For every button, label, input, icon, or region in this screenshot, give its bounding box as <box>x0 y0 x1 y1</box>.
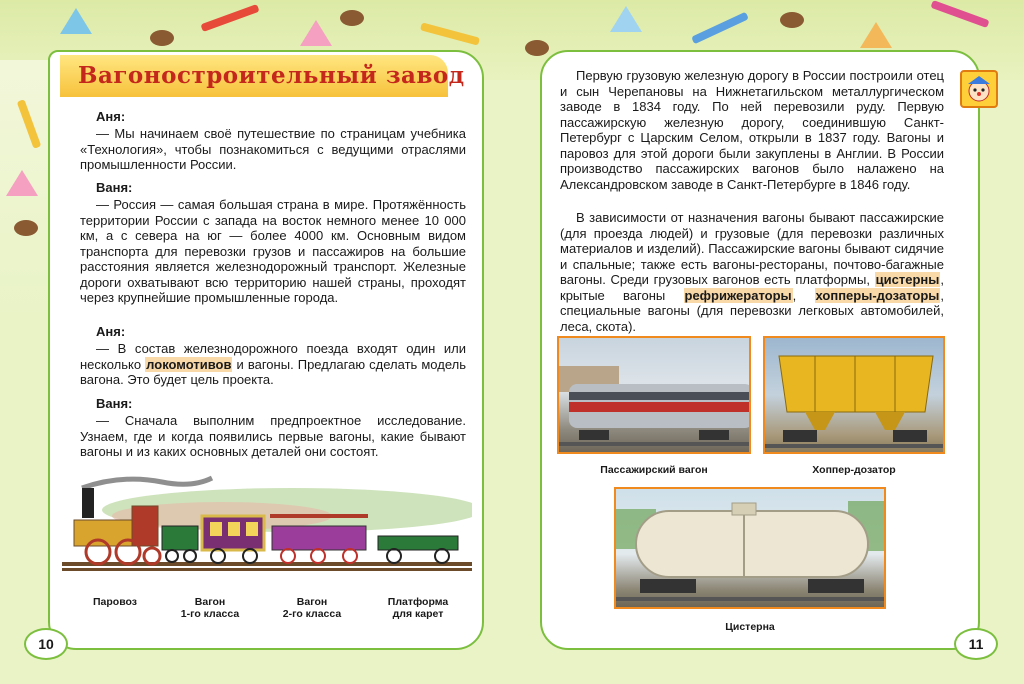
hopper-car-photo <box>763 336 945 454</box>
dialogue-text: — Сначала выполним предпроектное исследование. Узнаем, где и когда появились первые вагоны, какие бывают вагоны и из каких основных деталей они состоят. <box>80 413 466 459</box>
pencil-icon <box>691 12 749 45</box>
caption-second-class-car: Вагон 2-го класса <box>282 596 342 620</box>
wagon-types-paragraph: В зависимости от назначения вагоны бывают пассажирские (для проезда людей) и грузовые (для перевозки различных материалов и изделий). Пассажирские вагоны бывают сидячие и спальные; также есть вагоны-рестораны, почтово-багажные вагоны. Среди грузовых вагонов есть платформы, цистерны, крытые вагоны рефрижераторы, хопперы-дозаторы, специальные вагоны (для перевозки легковых автомобилей, леса, скота). <box>560 210 944 334</box>
pencil-icon <box>200 4 259 32</box>
term-highlight: рефрижераторы <box>684 287 792 303</box>
kite-icon <box>60 8 92 34</box>
caption-first-class-car: Вагон 1-го класса <box>180 596 240 620</box>
tank-car-photo <box>614 487 886 609</box>
kite-icon <box>610 6 642 32</box>
speaker-label: Ваня: <box>96 180 133 195</box>
caption-passenger-car: Пассажирский вагон <box>600 464 708 476</box>
pencil-icon <box>930 0 989 28</box>
coffee-bean-icon <box>14 220 38 236</box>
passenger-car-photo <box>557 336 751 454</box>
caption-steam-locomotive: Паровоз <box>92 596 138 608</box>
speaker-label: Ваня: <box>96 396 133 411</box>
vintage-train-illustration <box>62 470 472 582</box>
term-highlight: локомотивов <box>146 356 232 372</box>
coffee-bean-icon <box>150 30 174 46</box>
term-highlight: цистерны <box>875 272 940 287</box>
caption-tank-car: Цистерна <box>725 621 775 633</box>
kite-icon <box>300 20 332 46</box>
term-highlight: хопперы-дозаторы <box>815 287 940 303</box>
history-paragraph: Первую грузовую железную дорогу в России построили отец и сын Черепановы на Нижнетагильском металлургическом заводе в 1834 году. По ней перевозили руду. Первую пассажирскую железную дорогу, соединившую Санкт-Петербург с Царским Селом, открыли в 1837 году. Вагоны и паровоз для этой дороги были закуплены в Англии. В России производство пассажирских вагонов было налажено на Александровском заводе в Санкт-Петербурге в 1846 году. <box>560 68 944 192</box>
caption-hopper-car: Хоппер-дозатор <box>812 464 896 476</box>
dialogue-text: — Россия — самая большая страна в мире. Протяжённость территории России с запада на восток немного менее 10 000 км, а с севера на юг — более 4000 км. Основным видом транспорта для перевозки грузов и пассажиров на большие расстояния является железнодорожный транспорт. Железные дороги охватывают всю территорию нашей страны, проходят через крупнейшие промышленные города. <box>80 197 466 305</box>
dialogue-text: — Мы начинаем своё путешествие по страницам учебника «Технология», чтобы познакомиться с ведущими отраслями промышленности России. <box>80 126 466 172</box>
dialogue-text: — В состав железнодорожного поезда входят один или несколько локомотивов и вагоны. Предлагаю сделать модель вагона. Это будет цель проекта. <box>80 341 466 387</box>
speaker-label: Аня: <box>96 324 126 339</box>
caption-carriage-platform: Платформа для карет <box>387 596 449 620</box>
page-number-left: 10 <box>24 628 68 660</box>
pencil-icon <box>17 99 42 149</box>
coffee-bean-icon <box>525 40 549 56</box>
clown-icon <box>960 70 998 108</box>
kite-icon <box>6 170 38 196</box>
page-number-right: 11 <box>954 628 998 660</box>
speaker-label: Аня: <box>96 109 126 124</box>
page-title: Вагоностроительный завод <box>78 62 465 89</box>
kite-icon <box>860 22 892 48</box>
coffee-bean-icon <box>780 12 804 28</box>
coffee-bean-icon <box>340 10 364 26</box>
pencil-icon <box>420 22 480 45</box>
